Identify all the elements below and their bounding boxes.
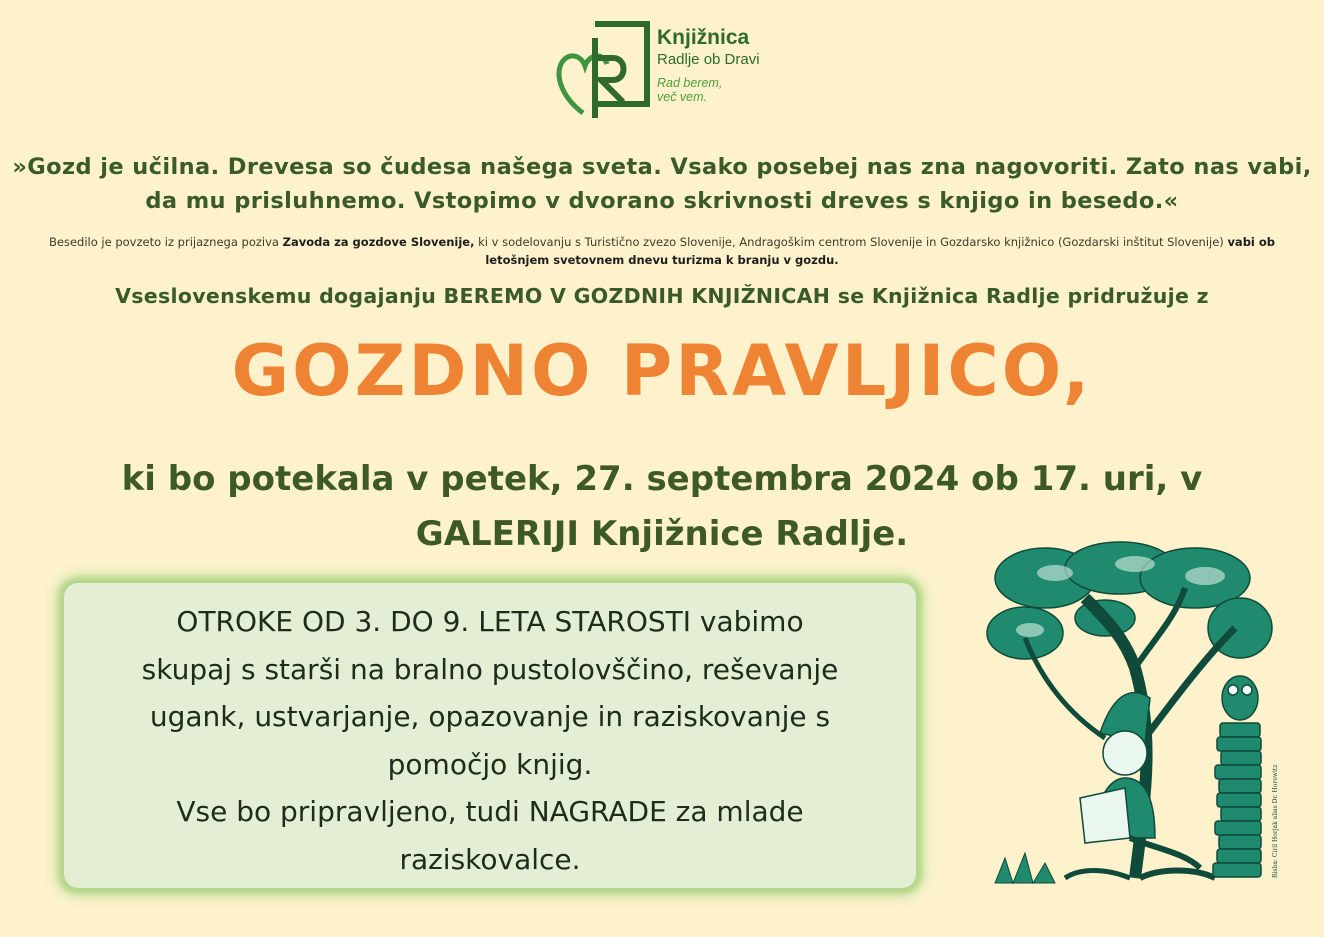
event-headline: GOZDNO PRAVLJICO, — [231, 330, 1093, 412]
logo-town: Radlje ob Dravi — [657, 51, 760, 68]
invitation-line: OTROKE OD 3. DO 9. LETA STAROSTI vabimo — [176, 605, 804, 638]
logo-name: Knjižnica — [657, 26, 750, 49]
library-logo-icon — [555, 18, 655, 126]
library-logo — [555, 18, 795, 126]
invitation-text — [70, 598, 910, 883]
event-intro: Vseslovenskemu dogajanju BEREMO V GOZDNIH KNJIŽNICAH se Knjižnica Radlje pridružuje z — [115, 284, 1209, 308]
invitation-line: skupaj s starši na bralno pustolovščino, reševanje — [141, 652, 839, 686]
source-note — [30, 233, 1294, 269]
opening-quote: »Gozd je učilna. Drevesa so čudesa našega sveta. Vsako posebej nas zna nagovoriti. Zato nas vabi, da mu prisluhnemo. Vstopimo v dvorano skrivnosti dreves s knjigo in besedo.« — [12, 154, 1312, 214]
source-organization: Zavoda za gozdove Slovenije, — [282, 235, 475, 249]
event-place: GALERIJI Knjižnice Radlje. — [415, 514, 909, 554]
source-text-bold: vabi ob letošnjem svetovnem dnevu turizma k branju v gozdu. — [485, 235, 1276, 267]
logo-slogan — [657, 76, 722, 104]
invitation-line: pomočjo knjig. — [387, 747, 593, 781]
event-date: ki bo potekala v petek, 27. septembra 2024 ob 17. uri, v — [121, 459, 1203, 499]
invitation-line: ugank, ustvarjanje, opazovanje in raziskovanje s — [149, 700, 831, 733]
tree-reading-illustration — [985, 538, 1285, 890]
source-text: ki v sodelovanju s Turistično zvezo Slovenije, Andragoškim centrom Slovenije in Gozdarsko knjižnico (Gozdarski inštitut Slovenije) — [474, 235, 1228, 249]
logo-slogan-line: več vem. — [657, 90, 708, 104]
invitation-line: raziskovalce. — [399, 842, 581, 876]
source-text: Besedilo je povzeto iz prijaznega poziva — [48, 235, 283, 249]
illustration-credit: Risba: Ciril Horjak alias Dr. Horowitz — [1272, 764, 1279, 878]
logo-slogan-line: Rad berem, — [657, 76, 723, 90]
invitation-line: Vse bo pripravljeno, tudi NAGRADE za mlade — [176, 795, 804, 828]
